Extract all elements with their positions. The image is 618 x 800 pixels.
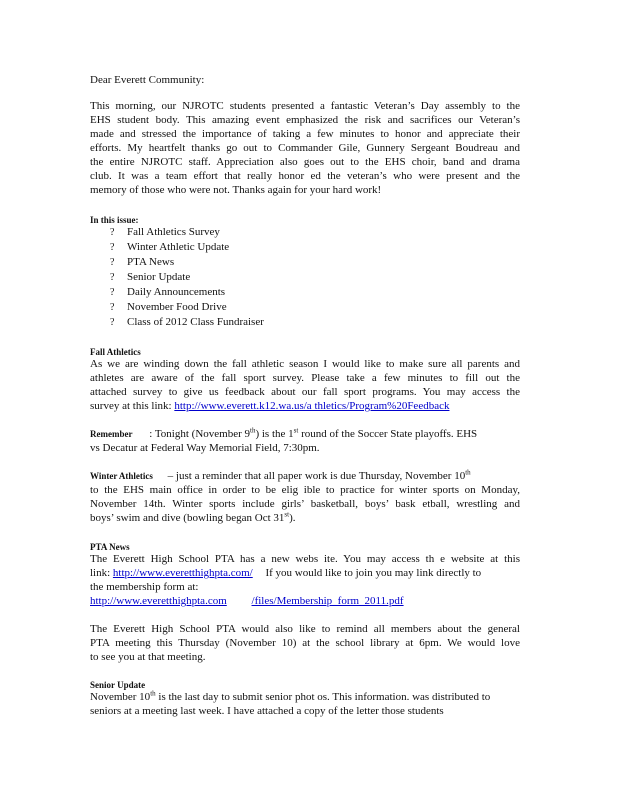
- greeting: Dear Everett Community:: [90, 74, 205, 86]
- remember-line-2: vs Decatur at Federal Way Memorial Field, 7:30pm.: [90, 442, 320, 454]
- winter-line: to the EHS main office in order to be elig ible to practice for winter sports on Monday,: [90, 484, 520, 496]
- fall-line: attached survey to give us feedback about our fall sport programs. You may access the: [90, 386, 520, 398]
- bullet-glyph: ?: [110, 272, 115, 283]
- intro-line: club. It was a team effort that really honor ed the veteran’s who were present and the: [90, 170, 520, 182]
- toc-item: Winter Athletic Update: [127, 241, 230, 253]
- winter-text: – just a reminder that all paper work is due Thursday, November 10: [167, 470, 466, 482]
- toc-item: November Food Drive: [127, 301, 227, 313]
- fall-link-prefix: survey at this link:: [90, 400, 172, 412]
- superscript: th: [250, 426, 256, 435]
- bullet-glyph: ?: [110, 287, 115, 298]
- winter-line-1: [90, 470, 471, 483]
- section-heading-fall: Fall Athletics: [90, 347, 141, 357]
- section-heading-senior: Senior Update: [90, 680, 146, 690]
- pta-text: link:: [90, 567, 111, 579]
- membership-link-part[interactable]: /files/Membership_form_2011.pdf: [251, 595, 404, 607]
- bullet-glyph: ?: [110, 257, 115, 268]
- toc-item: Daily Announcements: [127, 286, 226, 298]
- toc-item: PTA News: [127, 256, 175, 268]
- superscript: st: [284, 510, 290, 519]
- bullet-glyph: ?: [110, 317, 115, 328]
- intro-line: memory of those who were not. Thanks again for your hard work!: [90, 184, 382, 196]
- intro-line: This morning, our NJROTC students presented a fantastic Veteran’s Day assembly to the: [90, 100, 520, 112]
- section-heading-pta: PTA News: [90, 542, 130, 552]
- senior-line-1: [90, 691, 490, 704]
- toc-heading: In this issue:: [90, 215, 139, 225]
- toc-item: Class of 2012 Class Fundraiser: [127, 316, 264, 328]
- bullet-glyph: ?: [110, 242, 115, 253]
- section-heading-remember: Remember: [90, 429, 133, 439]
- senior-text: November 10: [90, 691, 151, 703]
- bullet-glyph: ?: [110, 302, 115, 313]
- superscript: th: [150, 689, 156, 698]
- senior-line-2: seniors at a meeting last week. I have attached a copy of the letter those students: [90, 705, 444, 717]
- pta-line-2: [90, 567, 481, 580]
- winter-text: ).: [289, 512, 296, 524]
- senior-text: is the last day to submit senior phot os. This information. was distributed to: [155, 691, 491, 703]
- winter-line: November 14th. Winter sports include girls’ basketball, boys’ bask etball, wrestling and: [90, 498, 520, 510]
- pta-website-link[interactable]: http://www.everetthighpta.com/: [112, 567, 253, 579]
- fall-line: athletes are aware of the fall sport survey. Please take a few minutes to fill out the: [90, 372, 520, 384]
- section-heading-winter: Winter Athletics: [90, 471, 153, 481]
- remember-text: : Tonight (November 9: [149, 428, 250, 440]
- intro-line: EHS student body. This amazing event emphasized the risk and sacrifices our Veteran’s: [90, 114, 520, 126]
- pta-para2-line: The Everett High School PTA would also like to remind all members about the general: [90, 623, 520, 635]
- winter-text: boys’ swim and dive (bowling began Oct 31: [90, 512, 285, 524]
- pta-membership-link[interactable]: [90, 595, 404, 608]
- remember-text: round of the Soccer State playoffs. EHS: [298, 428, 478, 440]
- pta-text: If you would like to join you may link directly to: [265, 567, 482, 579]
- pta-para2-line: to see you at that meeting.: [90, 651, 206, 663]
- bullet-glyph: ?: [110, 227, 115, 238]
- fall-last-line: [90, 400, 449, 413]
- superscript: st: [293, 426, 299, 435]
- intro-line: the entire NJROTC staff. Appreciation also goes out to the EHS choir, band and drama: [90, 156, 520, 168]
- pta-para2-line: PTA meeting this Thursday (November 10) at the school library at 6pm. We would love: [90, 637, 520, 649]
- winter-last-line: [90, 512, 296, 525]
- membership-link-part[interactable]: http://www.everetthighpta.com: [90, 595, 227, 607]
- fall-line: As we are winding down the fall athletic season I would like to make sure all parents and: [90, 358, 520, 370]
- intro-line: efforts. My heartfelt thanks go out to Commander Gile, Gunnery Sergeant Boudreau and: [90, 142, 520, 154]
- survey-link[interactable]: http://www.everett.k12.wa.us/a thletics/Program%20Feedback: [174, 400, 450, 412]
- superscript: th: [465, 468, 471, 477]
- remember-line: [90, 428, 477, 441]
- pta-line-3: the membership form at:: [90, 581, 199, 593]
- pta-line: The Everett High School PTA has a new webs ite. You may access th e website at this: [90, 553, 520, 565]
- toc-item: Senior Update: [127, 271, 191, 283]
- toc-item: Fall Athletics Survey: [127, 226, 220, 238]
- intro-line: made and stressed the importance of taking a few minutes to honor and appreciate their: [90, 128, 520, 140]
- remember-text: ) is the 1: [255, 428, 294, 440]
